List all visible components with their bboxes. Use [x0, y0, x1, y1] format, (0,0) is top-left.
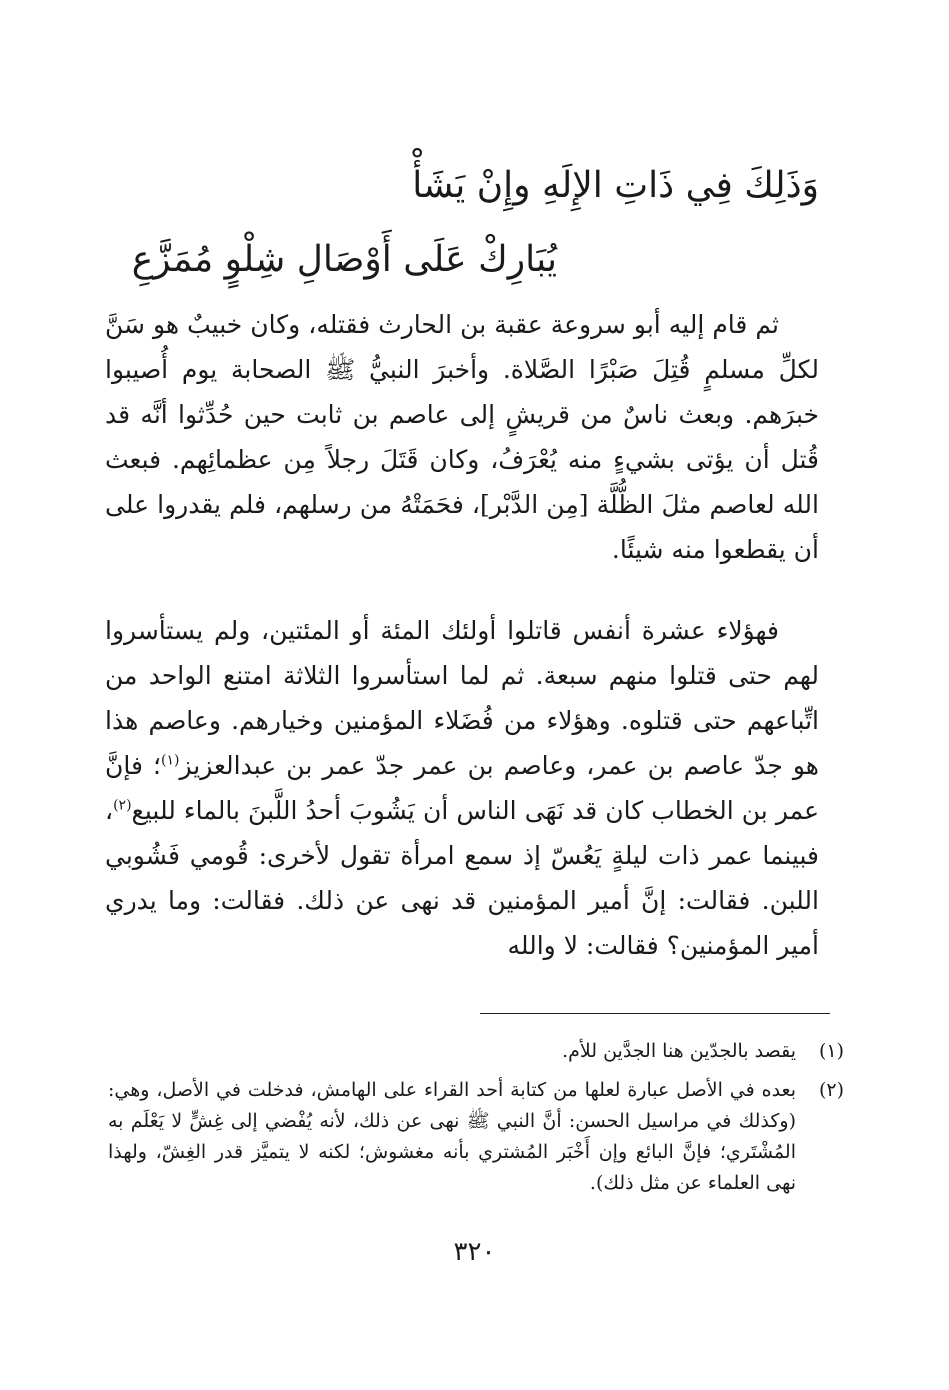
footnote-text: يقصد بالجدّين هنا الجدَّين للأم.: [562, 1040, 796, 1062]
footnote-1: [108, 1036, 844, 1067]
paragraph-text: ؛ فإنَّ عمر بن الخطاب كان قد نَهَى الناس أن يَشُوبَ أحدُ اللَّبنَ بالماء للبيع: [105, 751, 819, 825]
paragraph-text: فهؤلاء عشرة أنفس قاتلوا أولئك المئة أو المئتين، ولم يستأسروا لهم حتى قتلوا منهم سبعة. ثم لما استأسروا الثلاثة امتنع الواحد من اتِّباعهم حتى قتلوه. وهؤلاء من فُضَلاء المؤمنين وخيارهم. وعاصم هذا هو جدّ عاصم بن عمر، وعاصم بن عمر جدّ عمر بن عبدالعزيز: [105, 616, 819, 780]
footnote-2: [108, 1075, 844, 1199]
footnote-ref-2[interactable]: (٢): [113, 797, 132, 814]
footnote-text: بعده في الأصل عبارة لعلها من كتابة أحد القراء على الهامش، فدخلت في الأصل، وهي: (وكذلك في مراسيل الحسن: أنَّ النبي ﷺ نهى عن ذلك، لأنه يُفْضي إلى غِشٍّ لا يَعْلَم به المُشْتَري؛ فإنَّ البائع وإن أَخْبَر المُشتري بأنه مغشوش؛ لكنه لا يتميَّز قدر الغِشّ، ولهذا نهى العلماء عن مثل ذلك).: [108, 1079, 796, 1194]
paragraph-text: ، فبينما عمر ذات ليلةٍ يَعُسّ إذ سمع امرأة تقول لأخرى: قُومي فَشُوبي اللبن. فقالت: إنَّ أمير المؤمنين قد نهى عن ذلك. فقالت: وما يدري أمير المؤمنين؟ فقالت: لا والله: [105, 796, 819, 960]
poem-verse-second-hemistich: يُبَارِكْ عَلَى أَوْصَالِ شِلْوٍ مُمَزَّعِ: [131, 239, 557, 280]
footnote-ref-1[interactable]: (١): [160, 752, 180, 769]
paragraph-ten-men: [105, 608, 819, 968]
paragraph-khubayb: ثم قام إليه أبو سروعة عقبة بن الحارث فقتله، وكان خبيبٌ هو سَنَّ لكلِّ مسلمٍ قُتِلَ صَبْرًا الصَّلاة. وأخبرَ النبيُّ ﷺ الصحابة يوم أُصيبوا خبرَهم. وبعث ناسٌ من قريشٍ إلى عاصم بن ثابت حين حُدِّثوا أنَّه قد قُتل أن يؤتى بشيءٍ منه يُعْرَفُ، وكان قَتَلَ رجلاً مِن عظمائِهم. فبعث الله لعاصم مثلَ الظُّلَّة [مِن الدَّبْر]، فحَمَتْهُ من رسلهم، فلم يقدروا على أن يقطعوا منه شيئًا.: [105, 310, 819, 564]
footnote-number: (١): [818, 1040, 844, 1062]
page-number: ٣٢٠: [453, 1237, 496, 1267]
footnote-divider: [480, 1013, 830, 1014]
footnotes-section: [108, 1036, 844, 1207]
poem-verse-first-hemistich: وَذَلِكَ فِي ذَاتِ الإِلَهِ وإِنْ يَشَأْ: [412, 165, 819, 206]
footnote-number: (٢): [818, 1079, 844, 1101]
